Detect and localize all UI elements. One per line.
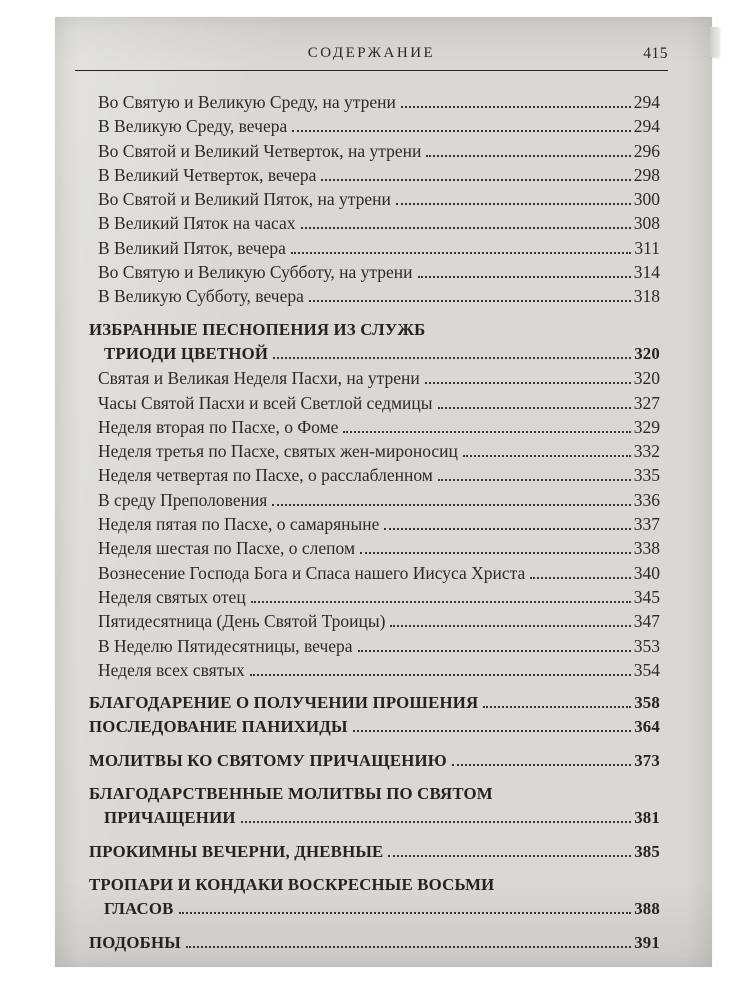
page-header [75, 45, 668, 67]
toc-item-page: 314 [633, 262, 660, 283]
toc-item-label: Во Святой и Великий Пяток, на утрени [98, 189, 391, 210]
toc-item-page: 381 [634, 808, 660, 828]
toc-item-page: 300 [633, 189, 660, 210]
dot-leader [353, 730, 631, 732]
dot-leader [401, 106, 631, 108]
toc-item-line [55, 931, 660, 955]
toc-item [55, 439, 712, 463]
dot-leader [343, 431, 630, 433]
toc-item-page: 320 [633, 368, 660, 389]
toc-item-line [55, 609, 660, 633]
toc-item-label: Святая и Великая Неделя Пасхи, на утрени [98, 368, 420, 389]
toc-item [55, 488, 712, 512]
toc-item-line [55, 585, 660, 609]
dot-leader [388, 855, 631, 857]
toc-item-line [55, 749, 660, 773]
dot-leader [483, 706, 631, 708]
toc-item-page: 298 [633, 164, 660, 185]
toc-item-label: Вознесение Господа Бога и Спаса нашего Иисуса Христа [98, 562, 526, 583]
toc-item-label: Часы Святой Пасхи и всей Светлой седмицы [98, 392, 433, 413]
toc-item [55, 463, 712, 487]
dot-leader [292, 130, 631, 132]
dot-leader [273, 357, 631, 359]
toc-item-page: 345 [633, 586, 660, 607]
toc-item-label: БЛАГОДАРЕНИЕ О ПОЛУЧЕНИИ ПРОШЕНИЯ [89, 693, 479, 713]
toc-item-page: 385 [634, 841, 660, 861]
book-page [55, 17, 712, 967]
page-number: 415 [643, 45, 668, 62]
toc-item [55, 114, 712, 138]
toc-item-line [55, 391, 660, 415]
dot-leader [309, 300, 631, 302]
toc-item-page: 311 [634, 237, 660, 258]
toc-item-line [55, 536, 660, 560]
dot-leader [241, 821, 632, 823]
toc-item [55, 873, 712, 922]
toc-item-line [55, 236, 660, 260]
toc-item-page: 335 [633, 465, 660, 486]
toc-item-label: В Великую Среду, вечера [98, 116, 288, 137]
toc-item-label: ПОСЛЕДОВАНИЕ ПАНИХИДЫ [89, 717, 348, 737]
toc-item-page: 318 [633, 286, 660, 307]
toc-item-line [55, 439, 660, 463]
toc-item-label: ГЛАСОВ [104, 899, 174, 919]
toc-item-page: 391 [634, 932, 660, 952]
toc-item-label: Во Святую и Великую Субботу, на утрени [98, 262, 413, 283]
toc-item-line [55, 658, 660, 682]
toc-item [55, 318, 712, 367]
toc-item-label: В Великую Субботу, вечера [98, 286, 304, 307]
toc-item-line [55, 139, 660, 163]
dot-leader [426, 155, 630, 157]
dot-leader [186, 946, 631, 948]
toc-item-page: 308 [633, 213, 660, 234]
toc-item-page: 329 [633, 416, 660, 437]
toc-item [55, 931, 712, 955]
toc-item-line [55, 463, 660, 487]
toc-item-page: 294 [633, 116, 660, 137]
toc-item-line [55, 488, 660, 512]
toc-item-line [55, 342, 660, 366]
dot-leader [463, 455, 631, 457]
toc-item [55, 658, 712, 682]
toc-item-line [55, 415, 660, 439]
dot-leader [301, 227, 631, 229]
toc-item-label: ПРОКИМНЫ ВЕЧЕРНИ, ДНЕВНЫЕ [89, 841, 384, 861]
toc-item-label: Неделя вторая по Пасхе, о Фоме [98, 416, 339, 437]
toc-item-line [55, 634, 660, 658]
dot-leader [396, 203, 631, 205]
toc-item-label: В Неделю Пятидесятницы, вечера [98, 635, 353, 656]
toc-item-page: 336 [633, 489, 660, 510]
toc-item-label: Неделя пятая по Пасхе, о самаряныне [98, 514, 380, 535]
toc-item-line [55, 806, 660, 830]
toc-item [55, 609, 712, 633]
toc-item-label: ПРИЧАЩЕНИИ [104, 808, 236, 828]
toc-item-page: 337 [633, 514, 660, 535]
toc-item-line [55, 163, 660, 187]
toc-item-label: В среду Преполовения [98, 489, 268, 510]
toc-item-label: МОЛИТВЫ КО СВЯТОМУ ПРИЧАЩЕНИЮ [89, 750, 447, 770]
toc-item [55, 585, 712, 609]
dot-leader [418, 276, 631, 278]
toc-item-label: Пятидесятница (День Святой Троицы) [98, 611, 386, 632]
toc-item-line [55, 211, 660, 235]
toc-item [55, 139, 712, 163]
toc-item-label: ТРИОДИ ЦВЕТНОЙ [104, 343, 269, 363]
toc-item-page: 332 [633, 441, 660, 462]
toc-item [55, 211, 712, 235]
toc-item-label: В Великий Четверток, вечера [98, 164, 317, 185]
toc-item-line [55, 715, 660, 739]
toc-item [55, 391, 712, 415]
toc-item-page: 354 [633, 659, 660, 680]
toc-item [55, 415, 712, 439]
toc-item [55, 260, 712, 284]
toc-item [55, 163, 712, 187]
toc-item [55, 236, 712, 260]
toc-item-line [55, 366, 660, 390]
header-rule [75, 70, 668, 71]
toc-item-line [55, 897, 660, 921]
dot-leader [291, 252, 632, 254]
dot-leader [321, 179, 630, 181]
toc-item [55, 512, 712, 536]
toc-item-label: Неделя шестая по Пасхе, о слепом [98, 538, 356, 559]
toc-item-line [55, 561, 660, 585]
toc-item-page: 353 [633, 635, 660, 656]
toc-item-line [55, 512, 660, 536]
toc-item-label: ПОДОБНЫ [89, 932, 181, 952]
toc-list [55, 90, 712, 955]
toc-item [55, 749, 712, 773]
toc-item-label: В Великий Пяток, вечера [98, 237, 286, 258]
toc-item-line [55, 284, 660, 308]
toc-item-first-line: ТРОПАРИ И КОНДАКИ ВОСКРЕСНЫЕ ВОСЬМИ [89, 874, 495, 894]
toc-item-line [55, 260, 660, 284]
toc-item-label: Неделя всех святых [98, 659, 245, 680]
toc-item [55, 284, 712, 308]
toc-item [55, 715, 712, 739]
toc-item-line [55, 691, 660, 715]
toc-item-label: В Великий Пяток на часах [98, 213, 296, 234]
toc-item [55, 691, 712, 715]
dot-leader [358, 650, 631, 652]
toc-item-page: 294 [633, 92, 660, 112]
toc-item-label: Во Святую и Великую Среду, на утрени [98, 92, 396, 112]
toc-item-page: 327 [633, 392, 660, 413]
toc-item-label: Во Святой и Великий Четверток, на утрени [98, 140, 422, 161]
dot-leader [425, 382, 631, 384]
toc-item [55, 187, 712, 211]
dot-leader [530, 577, 630, 579]
toc-item [55, 536, 712, 560]
toc-item-line [55, 90, 660, 114]
toc-item-line [55, 840, 660, 864]
toc-item-label: Неделя святых отец [98, 586, 246, 607]
dot-leader [251, 601, 631, 603]
toc-item-line [55, 114, 660, 138]
toc-title: СОДЕРЖАНИЕ [307, 45, 436, 61]
toc-item-page: 296 [633, 140, 660, 161]
toc-item-page: 320 [634, 343, 660, 363]
dot-leader [250, 674, 631, 676]
dot-leader [438, 407, 631, 409]
dot-leader [390, 625, 630, 627]
dot-leader [384, 528, 630, 530]
dot-leader [179, 912, 632, 914]
toc-item [55, 90, 712, 114]
toc-item [55, 366, 712, 390]
toc-item [55, 840, 712, 864]
dot-leader [452, 764, 631, 766]
toc-item-page: 358 [634, 693, 660, 713]
toc-item [55, 561, 712, 585]
dot-leader [272, 504, 630, 506]
toc-item [55, 634, 712, 658]
toc-item-label: Неделя третья по Пасхе, святых жен-мироносиц [98, 441, 458, 462]
toc-item-line [55, 187, 660, 211]
toc-item-page: 338 [633, 538, 660, 559]
toc-item-label: Неделя четвертая по Пасхе, о расслабленном [98, 465, 433, 486]
toc-item-page: 364 [634, 717, 660, 737]
toc-item-page: 347 [633, 611, 660, 632]
toc-item-page: 373 [634, 750, 660, 770]
dot-leader [360, 552, 631, 554]
dot-leader [438, 479, 631, 481]
toc-item-first-line: БЛАГОДАРСТВЕННЫЕ МОЛИТВЫ ПО СВЯТОМ [89, 784, 493, 804]
toc-item-page: 388 [634, 899, 660, 919]
toc-item-page: 340 [633, 562, 660, 583]
toc-item-first-line: ИЗБРАННЫЕ ПЕСНОПЕНИЯ ИЗ СЛУЖБ [89, 319, 426, 339]
toc-item [55, 782, 712, 831]
